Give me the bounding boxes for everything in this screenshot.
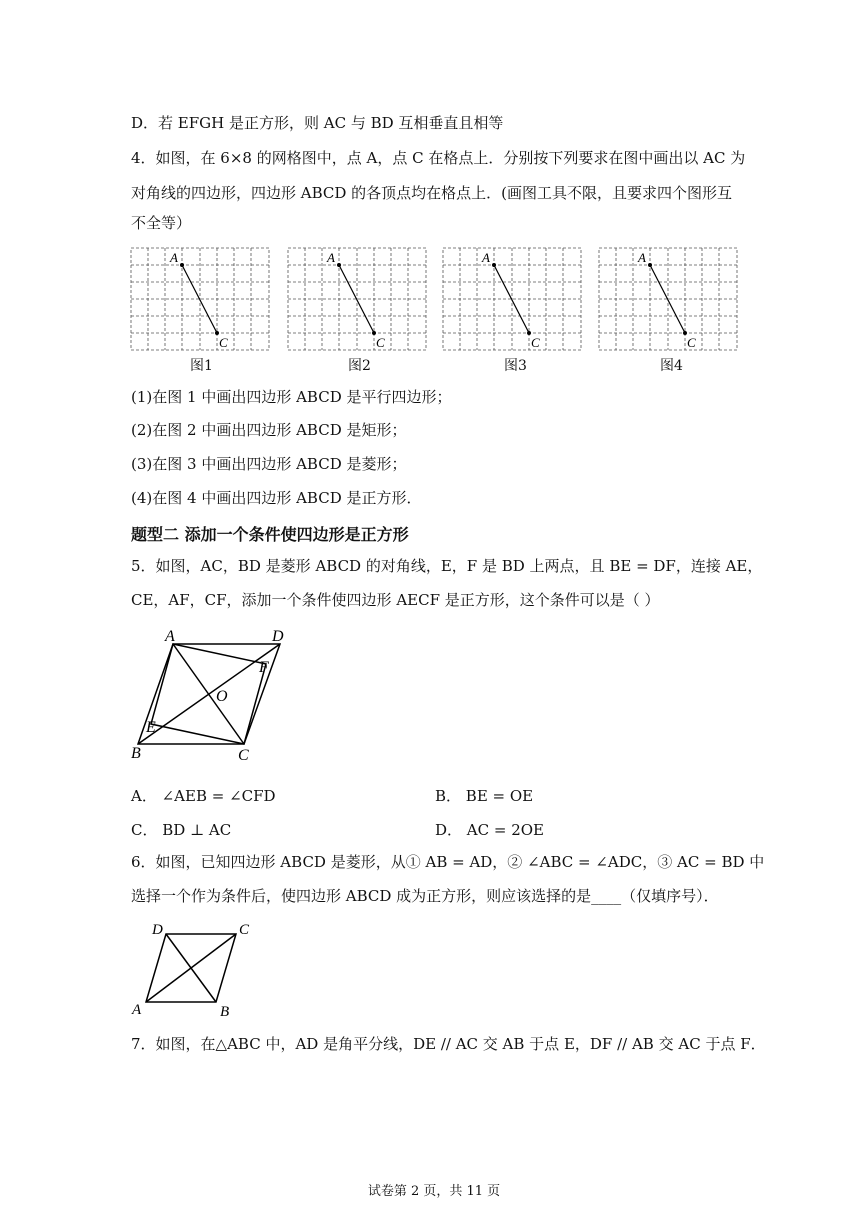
svg-text:C: C	[238, 747, 249, 764]
question-4-line-2: 对角线的四边形，四边形 ABCD 的各顶点均在格点上．(画图工具不限，且要求四个图形互	[131, 184, 733, 202]
option-5-c[interactable]: C． BD ⊥ AC	[131, 821, 232, 839]
question-6-line-2: 选择一个作为条件后，使四边形 ABCD 成为正方形，则应该选择的是____（仅填序号）．	[131, 887, 719, 905]
question-4-part-1: (1)在图 1 中画出四边形 ABCD 是平行四边形；	[131, 388, 452, 406]
option-5-b[interactable]: B． BE = OE	[435, 787, 534, 805]
svg-text:C: C	[376, 335, 385, 350]
svg-text:D: D	[152, 922, 163, 938]
question-6-line-1: 6．如图，已知四边形 ABCD 是菱形，从① AB = AD，② ∠ABC = ∠ADC，③ AC = BD 中	[131, 853, 765, 871]
svg-text:F: F	[259, 659, 269, 676]
grid-figure-1	[130, 247, 270, 355]
question-5-line-1: 5．如图，AC，BD 是菱形 ABCD 的对角线，E，F 是 BD 上两点，且 BE = DF，连接 AE，	[131, 557, 763, 575]
question-7-line-1: 7．如图，在△ABC 中，AD 是角平分线，DE // AC 交 AB 于点 E，DF // AB 交 AC 于点 F．	[131, 1035, 766, 1053]
svg-text:B: B	[220, 1004, 230, 1020]
caption-figure-2: 图2	[348, 358, 371, 374]
question-4-part-3: (3)在图 3 中画出四边形 ABCD 是菱形；	[131, 455, 407, 473]
question-4-line-3: 不全等）	[131, 214, 192, 232]
svg-text:C: C	[687, 335, 696, 350]
grid-figure-2	[287, 247, 427, 355]
svg-text:D: D	[272, 628, 284, 645]
question-5-figure	[128, 624, 298, 774]
option-5-a[interactable]: A． ∠AEB = ∠CFD	[131, 787, 276, 805]
svg-text:A: A	[165, 628, 175, 645]
svg-text:E: E	[146, 719, 156, 736]
svg-text:A: A	[132, 1002, 142, 1018]
question-5-line-2: CE，AF，CF，添加一个条件使四边形 AECF 是正方形，这个条件可以是（ ）	[131, 591, 660, 609]
svg-text:C: C	[239, 922, 250, 938]
caption-figure-1: 图1	[190, 358, 213, 374]
question-4-part-4: (4)在图 4 中画出四边形 ABCD 是正方形．	[131, 489, 422, 507]
svg-text:C: C	[531, 335, 540, 350]
question-4-part-2: (2)在图 2 中画出四边形 ABCD 是矩形；	[131, 421, 407, 439]
option-5-d[interactable]: D． AC = 2OE	[435, 821, 544, 839]
caption-figure-3: 图3	[504, 358, 527, 374]
svg-text:B: B	[131, 745, 141, 762]
question-6-figure	[128, 918, 268, 1026]
section-heading: 题型二 添加一个条件使四边形是正方形	[131, 525, 409, 544]
page-footer: 试卷第 2 页，共 11 页	[367, 1184, 501, 1199]
grid-figure-4	[598, 247, 738, 355]
option-d-text: D．若 EFGH 是正方形，则 AC 与 BD 互相垂直且相等	[131, 114, 504, 132]
svg-text:C: C	[219, 335, 228, 350]
svg-text:O: O	[216, 688, 228, 705]
question-4-line-1: 4．如图，在 6×8 的网格图中，点 A，点 C 在格点上．分别按下列要求在图中画出以 AC 为	[131, 149, 746, 167]
svg-text:A: A	[638, 250, 646, 265]
svg-text:A: A	[170, 250, 178, 265]
caption-figure-4: 图4	[660, 358, 683, 374]
svg-text:A: A	[482, 250, 490, 265]
svg-text:A: A	[327, 250, 335, 265]
grid-figure-3	[442, 247, 582, 355]
